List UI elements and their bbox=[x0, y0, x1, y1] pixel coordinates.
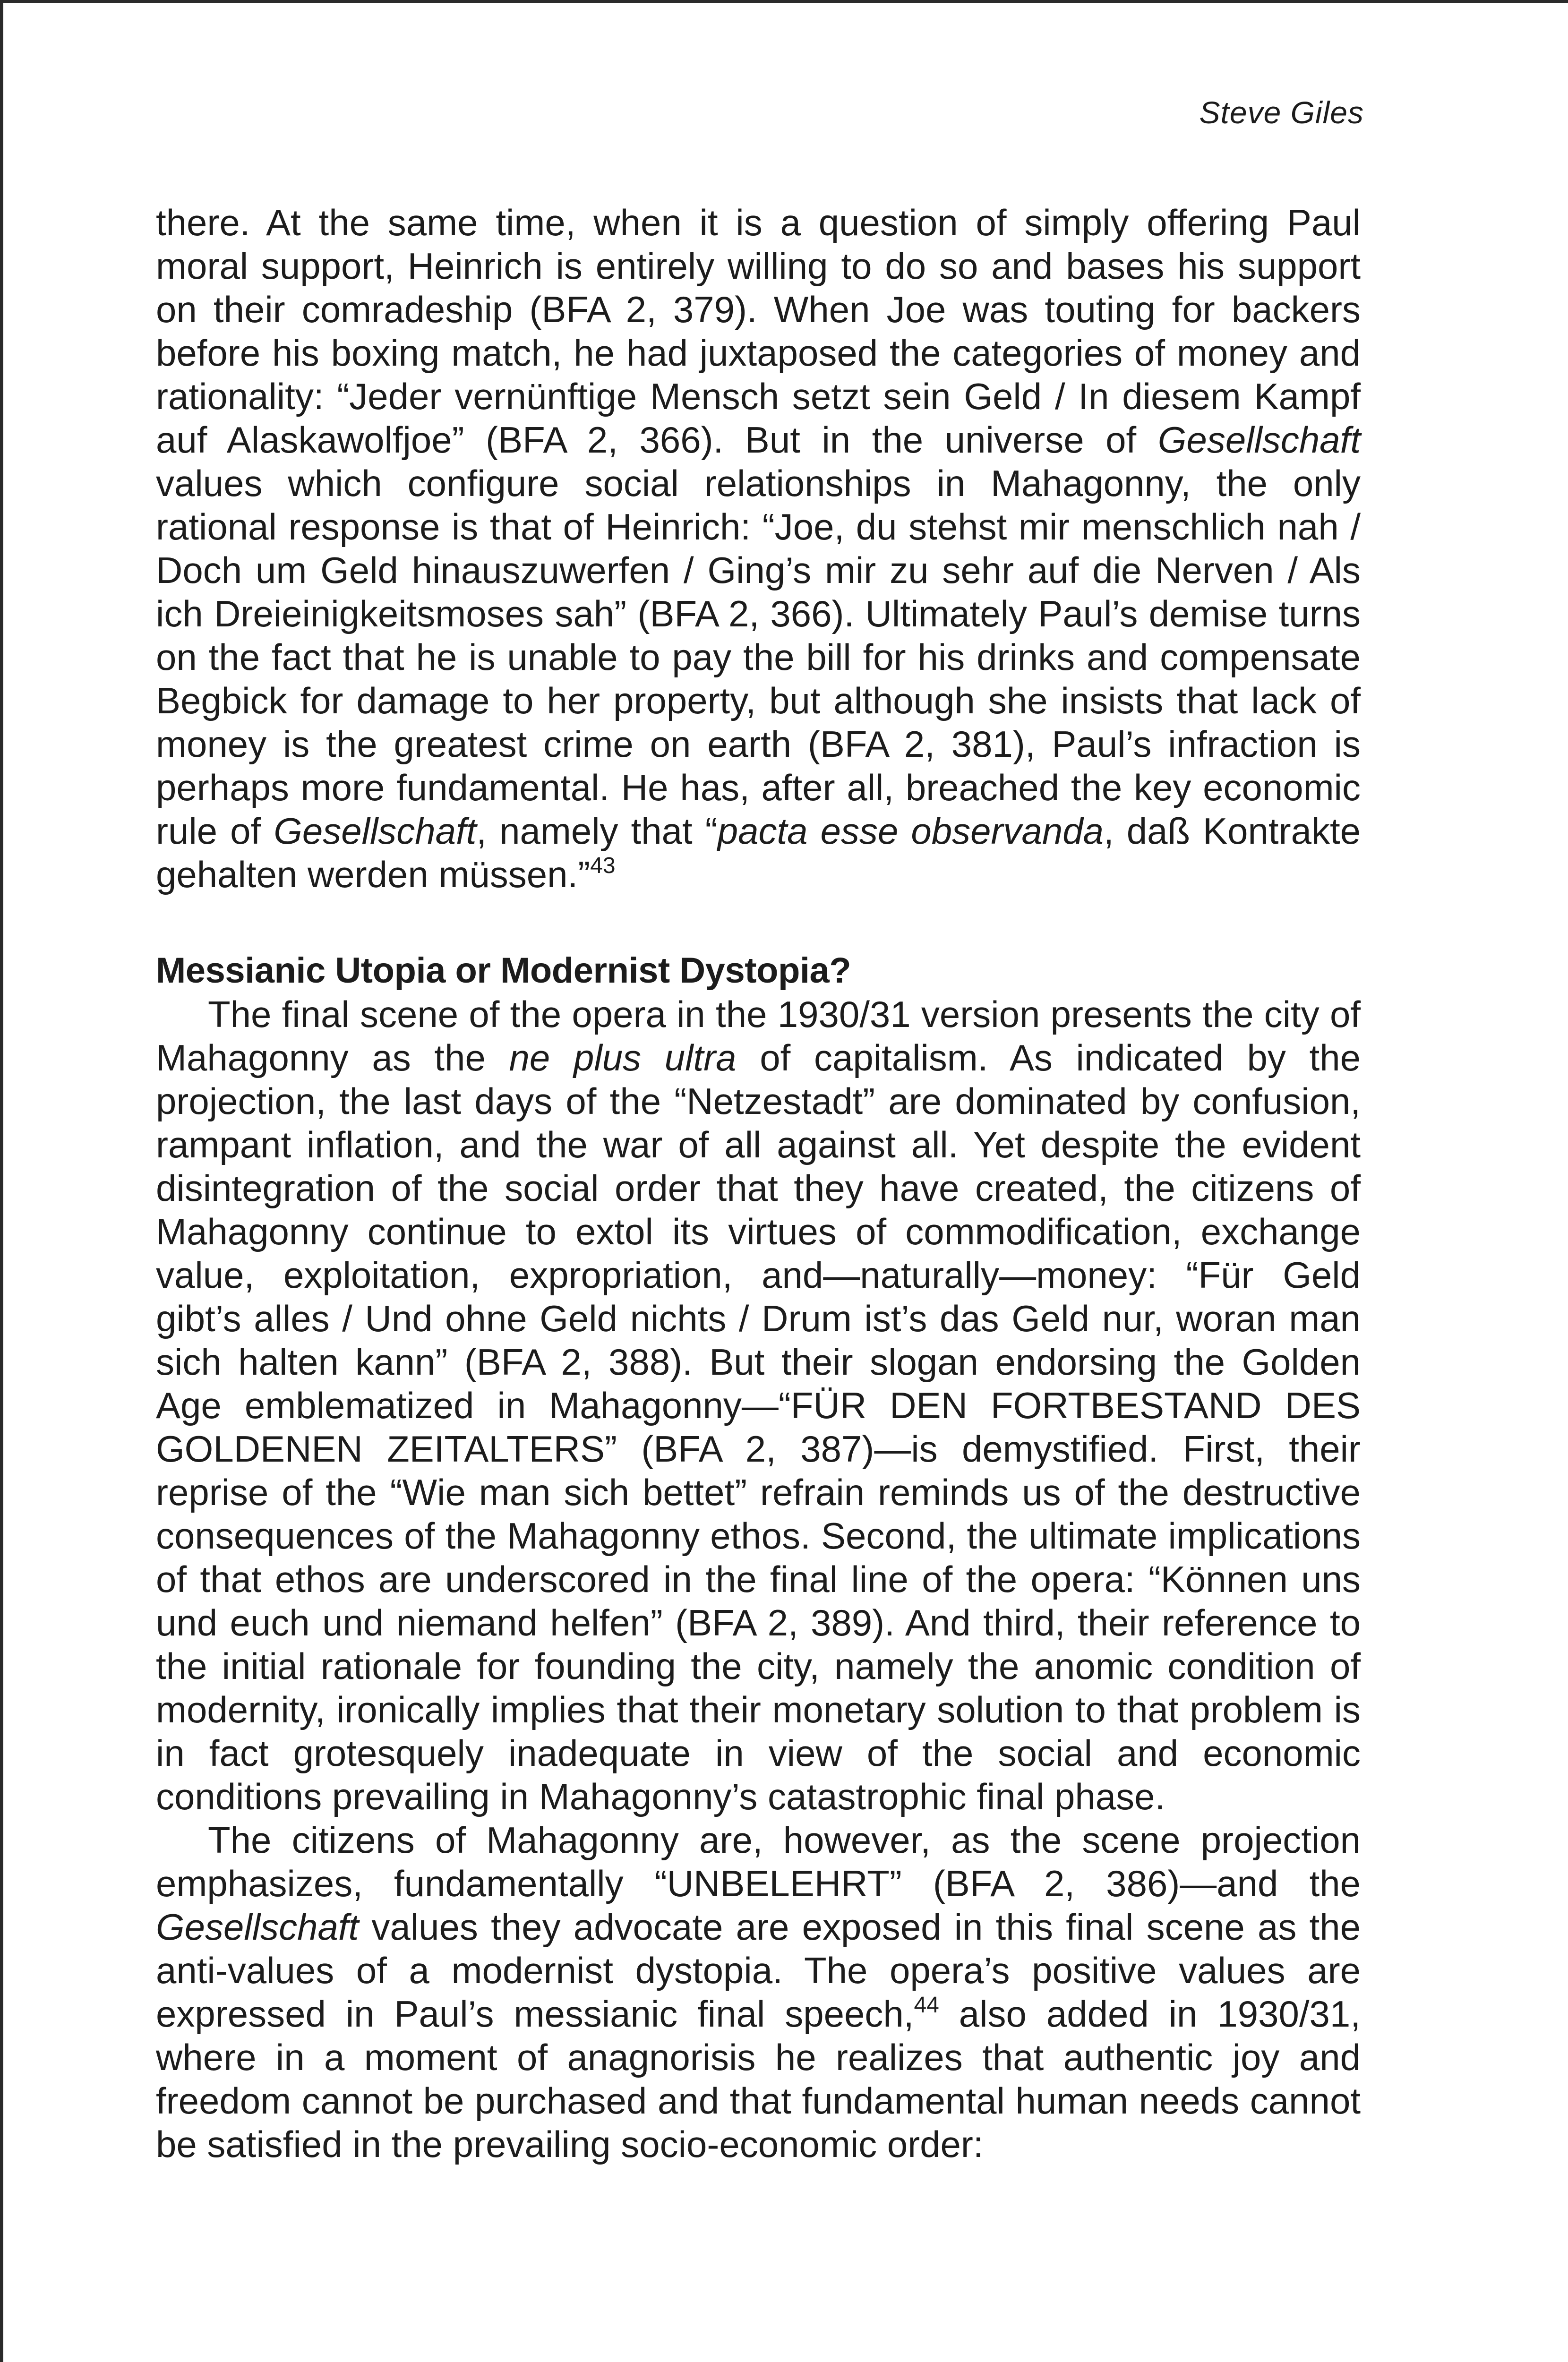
italic-run: Gesellschaft bbox=[1157, 419, 1361, 461]
italic-run: pacta esse observanda bbox=[717, 810, 1104, 852]
paragraph-2 bbox=[156, 993, 1361, 1818]
text-run: values they advocate are exposed in this final scene as the anti-values of a modernist dystopia. The opera’s positive values are expressed in Paul’s messianic final speech, bbox=[156, 1906, 1361, 2035]
footnote-marker: 43 bbox=[590, 853, 616, 878]
text-run: , daß Kontrakte gehalten werden müssen.” bbox=[156, 810, 1361, 895]
section-heading: Messianic Utopia or Modernist Dystopia? bbox=[156, 950, 851, 991]
text-run: The final scene of the opera in the 1930/31 version presents the city of Mahagonny as the bbox=[156, 993, 1361, 1078]
text-run: of capitalism. As indicated by the projection, the last days of the “Netzestadt” are dominated by confusion, rampant inflation, and the war of all against all. Yet despite the evident disintegration of the social order that they have created, the citizens of Mahagonny continue to extol its virtues of commodification, exchange value, exploitation, expropriation, and—naturally—money: “Für Geld gibt’s alles / Und ohne Geld nichts / Drum ist’s das Geld nur, woran man sich halten kann” (BFA 2, 388). But their slogan endorsing the Golden Age emblematized in Mahagonny—“FÜR DEN FORTBESTAND DES GOLDENEN ZEITALTERS” (BFA 2, 387)—is demystified. First, their reprise of the “Wie man sich bettet” refrain reminds us of the destructive consequences of the Mahagonny ethos. Second, the ultimate implications of that ethos are underscored in the final line of the opera: “Können uns und euch und niemand helfen” (BFA 2, 389). And third, their reference to the initial rationale for founding the city, namely the anomic condition of modernity, ironically implies that their monetary solution to that problem is in fact grotesquely inadequate in view of the social and economic conditions prevailing in Mahagonny’s catastrophic final phase. bbox=[156, 1037, 1361, 1817]
text-run: The citizens of Mahagonny are, however, as the scene projection emphasizes, fundamentally “UNBELEHRT” (BFA 2, 386)—and the bbox=[156, 1819, 1361, 1904]
text-run: values which configure social relationships in Mahagonny, the only rational response is that of Heinrich: “Joe, du stehst mir menschlich nah / Doch um Geld hinauszuwerfen / Ging’s mir zu sehr auf die Nerven / Als ich Dreieinigkeitsmoses sah” (BFA 2, 366). Ultimately Paul’s demise turns on the fact that he is unable to pay the bill for his drinks and compensate Begbick for damage to her property, but although she insists that lack of money is the greatest crime on earth (BFA 2, 381), Paul’s infraction is perhaps more fundamental. He has, after all, breached the key economic rule of bbox=[156, 462, 1361, 852]
scan-edge-top bbox=[0, 0, 1568, 3]
italic-run: ne plus ultra bbox=[509, 1037, 737, 1078]
italic-run: Gesellschaft bbox=[156, 1906, 359, 1948]
running-head-author: Steve Giles bbox=[1199, 95, 1364, 130]
text-run: there. At the same time, when it is a question of simply offering Paul moral support, Heinrich is entirely willing to do so and bases his support on their comradeship (BFA 2, 379). When Joe was touting for backers before his boxing match, he had juxtaposed the categories of money and rationality: “Jeder vernünftige Mensch setzt sein Geld / In diesem Kampf auf Alaskawolfjoe” (BFA 2, 366). But in the universe of bbox=[156, 202, 1361, 461]
paragraph-1 bbox=[156, 201, 1361, 896]
body-text bbox=[156, 201, 1361, 2166]
paragraph-3 bbox=[156, 1818, 1361, 2166]
footnote-marker: 44 bbox=[914, 1993, 939, 2018]
scan-edge-left bbox=[0, 0, 3, 2362]
text-run: , namely that “ bbox=[476, 810, 718, 852]
italic-run: Gesellschaft bbox=[274, 810, 477, 852]
text-run: also added in 1930/31, where in a moment of anagnorisis he realizes that authentic joy and freedom cannot be purchased and that fundamental human needs cannot be satisfied in the prevailing socio-economic order: bbox=[156, 1993, 1361, 2165]
